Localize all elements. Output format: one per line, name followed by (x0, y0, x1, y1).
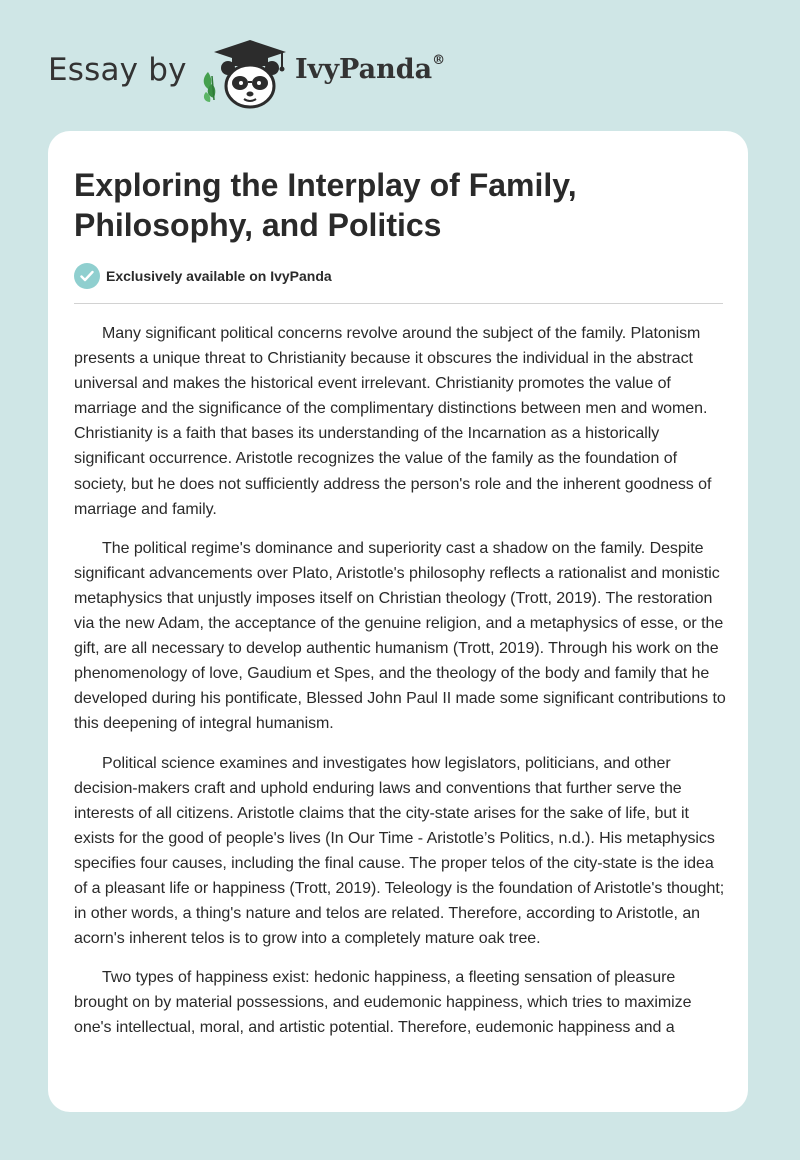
check-circle-icon (74, 263, 100, 289)
badge-text: Exclusively available on IvyPanda (106, 268, 332, 284)
brand-prefix: Essay by (48, 52, 187, 88)
registered-mark: ® (432, 53, 446, 68)
site-header (0, 0, 800, 130)
brand-name-text: IvyPanda (295, 54, 433, 85)
paragraph: Political science examines and investigates how legislators, politicians, and other decision-makers craft and uphold enduring laws and conventions that further serve the interests of all citizens. Aristotle claims that the city-state arises for the sake of life, but it exists for the good of people's lives (In Our Time - Aristotle’s Politics, n.d.). His metaphysics specifies four causes, including the final cause. The proper telos of the city-state is the idea of a pleasant life or happiness (Trott, 2019). Teleology is the foundation of Aristotle's thought; in other words, a thing's nature and telos are related. Therefore, according to Aristotle, an acorn's inherent telos is to grow into a completely mature oak tree. (74, 754, 725, 948)
divider (74, 303, 723, 304)
exclusive-badge (74, 263, 332, 289)
essay-card (48, 131, 748, 1112)
paragraph: The political regime's dominance and superiority cast a shadow on the family. Despite significant advancements over Plato, Aristotle's philosophy reflects a rationalist and monistic metaphysics that unjustly imposes itself on Christian theology (Trott, 2019). The restoration via the new Adam, the acceptance of the genuine religion, and a metaphysics of esse, or the gift, are all necessary to develop authentic humanism (Trott, 2019). Through his work on the phenomenology of love, Gaudium et Spes, and the theology of the body and family that he developed during his pontificate, Blessed John Paul II made some significant contributions to this deepening of integral humanism. (74, 539, 726, 733)
paragraph: Many significant political concerns revolve around the subject of the family. Platonism presents a unique threat to Christianity because it obscures the individual in the abstract universal and makes the historical event irrelevant. Christianity promotes the value of marriage and the significance of the complimentary distinctions between men and women. Christianity is a faith that bases its understanding of the Incarnation as a historically significant occurrence. Aristotle recognizes the value of the family as the foundation of society, but he does not sufficiently address the person's role and the inherent goodness of marriage and family. (74, 325, 712, 518)
essay-body (74, 321, 726, 1055)
panda-graduate-logo-icon[interactable] (198, 36, 290, 110)
paragraph: Two types of happiness exist: hedonic happiness, a fleeting sensation of pleasure brought on by material possessions, and eudemonic happiness, which tries to maximize one's intellectual, moral, and artistic potential. Therefore, eudemonic happiness and a (74, 969, 692, 1037)
essay-title: Exploring the Interplay of Family, Philosophy, and Politics (74, 167, 577, 243)
brand-name[interactable] (295, 54, 445, 85)
